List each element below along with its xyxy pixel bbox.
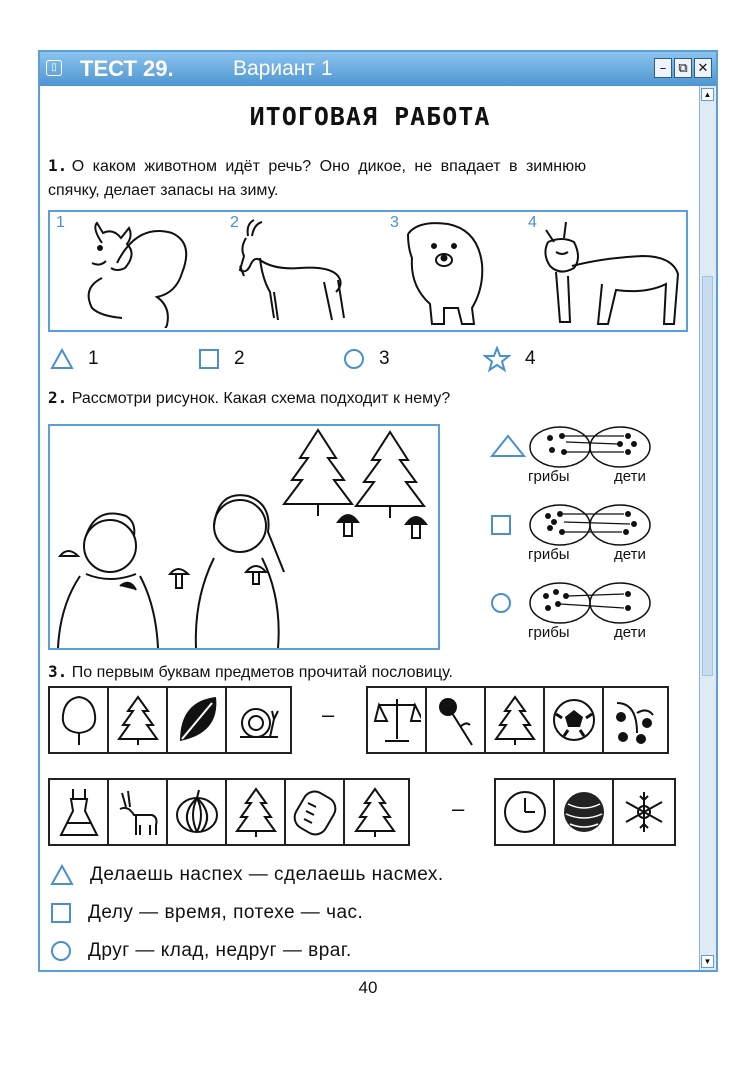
scales-picture bbox=[368, 688, 427, 752]
animal-number-1: 1 bbox=[56, 214, 65, 231]
page-number: 40 bbox=[358, 978, 378, 997]
children-mushrooms-drawing bbox=[50, 426, 438, 648]
question-3-number: 3. bbox=[48, 662, 68, 681]
q1-option-3[interactable] bbox=[343, 348, 390, 370]
vertical-scrollbar[interactable] bbox=[699, 86, 716, 970]
q3-answer-1-text: Делаешь наспех — сделаешь насмех. bbox=[90, 864, 444, 885]
donkey-picture bbox=[109, 780, 168, 844]
triangle-icon bbox=[50, 348, 74, 370]
dash-row-1: – bbox=[322, 702, 335, 727]
window-controls bbox=[654, 58, 712, 78]
star-icon bbox=[483, 346, 511, 372]
animals-picture-box bbox=[48, 210, 688, 332]
picture-row-2-right bbox=[494, 778, 676, 846]
animal-number-2: 2 bbox=[230, 214, 239, 231]
title-bar bbox=[40, 52, 716, 86]
q1-option-1-label: 1 bbox=[88, 348, 99, 369]
scroll-up-icon[interactable]: ▲ bbox=[701, 88, 714, 101]
pumpkin-picture bbox=[168, 780, 227, 844]
question-1-line-1: О каком животном идёт речь? Оно дикое, не впадает в зимнюю bbox=[71, 158, 587, 175]
picture-row-2-left bbox=[48, 778, 410, 846]
snowflake-picture bbox=[614, 780, 673, 844]
document-title: ИТОГОВАЯ РАБОТА bbox=[249, 102, 491, 131]
dress-picture bbox=[50, 780, 109, 844]
schema-2-right-label: дети bbox=[614, 546, 646, 563]
fir-picture bbox=[227, 780, 286, 844]
circle-icon bbox=[343, 348, 365, 370]
q3-answer-2[interactable] bbox=[50, 902, 363, 924]
picture-row-1-right bbox=[366, 686, 669, 754]
rose-picture bbox=[427, 688, 486, 752]
question-1-text bbox=[48, 154, 688, 203]
squirrel-drawing bbox=[62, 218, 192, 328]
restore-icon[interactable]: ⧉ bbox=[674, 58, 692, 78]
leaf-picture bbox=[168, 688, 227, 752]
ball-picture bbox=[545, 688, 604, 752]
animal-number-3: 3 bbox=[390, 214, 399, 231]
lynx-drawing bbox=[536, 216, 686, 330]
question-2-line: Рассмотри рисунок. Какая схема подходит к нему? bbox=[71, 390, 451, 407]
bear-drawing bbox=[398, 216, 498, 330]
schema-diagram bbox=[488, 500, 668, 550]
picture-row-1-left bbox=[48, 686, 292, 754]
triangle-icon bbox=[50, 864, 74, 886]
fir-picture bbox=[486, 688, 545, 752]
q1-option-4-label: 4 bbox=[525, 348, 536, 369]
children-picture-box bbox=[48, 424, 440, 650]
scroll-down-icon[interactable]: ▼ bbox=[701, 955, 714, 968]
snail-picture bbox=[227, 688, 286, 752]
q1-option-2[interactable] bbox=[198, 348, 245, 370]
goat-drawing bbox=[230, 216, 360, 328]
question-1-line-2: спячку, делает запасы на зиму. bbox=[48, 182, 279, 199]
circle-icon bbox=[50, 940, 72, 962]
q3-answer-3-text: Друг — клад, недруг — враг. bbox=[88, 940, 352, 961]
strawberry-picture bbox=[604, 688, 663, 752]
question-2-number: 2. bbox=[48, 388, 68, 407]
schema-diagram bbox=[488, 422, 668, 472]
book-icon: ▯ bbox=[46, 60, 62, 76]
question-1-number: 1. bbox=[48, 156, 68, 175]
question-3-line: По первым буквам предметов прочитай пословицу. bbox=[71, 664, 453, 681]
fir-picture bbox=[109, 688, 168, 752]
q1-option-1[interactable] bbox=[50, 348, 99, 370]
question-2-text bbox=[48, 386, 450, 411]
scroll-thumb[interactable] bbox=[702, 276, 713, 676]
schema-diagram bbox=[488, 578, 668, 628]
q1-option-2-label: 2 bbox=[234, 348, 245, 369]
schema-2-left-label: грибы bbox=[528, 546, 570, 563]
fir-picture bbox=[345, 780, 404, 844]
schema-1-left-label: грибы bbox=[528, 468, 570, 485]
tree-picture bbox=[50, 688, 109, 752]
schema-1-right-label: дети bbox=[614, 468, 646, 485]
square-icon bbox=[198, 348, 220, 370]
close-icon[interactable]: ✕ bbox=[694, 58, 712, 78]
q3-answer-1[interactable] bbox=[50, 864, 444, 886]
q1-option-4[interactable] bbox=[483, 346, 536, 372]
minimize-icon[interactable]: – bbox=[654, 58, 672, 78]
app-window bbox=[38, 50, 718, 972]
schema-3-right-label: дети bbox=[614, 624, 646, 641]
loaf-picture bbox=[286, 780, 345, 844]
test-title: ТЕСТ 29. bbox=[80, 56, 174, 81]
q3-answer-3[interactable] bbox=[50, 940, 352, 962]
question-3-text bbox=[48, 660, 453, 685]
variant-label: Вариант 1 bbox=[233, 57, 333, 80]
dash-row-2: – bbox=[452, 796, 465, 821]
watermelon-picture bbox=[555, 780, 614, 844]
q1-option-3-label: 3 bbox=[379, 348, 390, 369]
schema-3-left-label: грибы bbox=[528, 624, 570, 641]
animal-number-4: 4 bbox=[528, 214, 537, 231]
q3-answer-2-text: Делу — время, потехе — час. bbox=[88, 902, 364, 923]
clock-picture bbox=[496, 780, 555, 844]
square-icon bbox=[50, 902, 72, 924]
